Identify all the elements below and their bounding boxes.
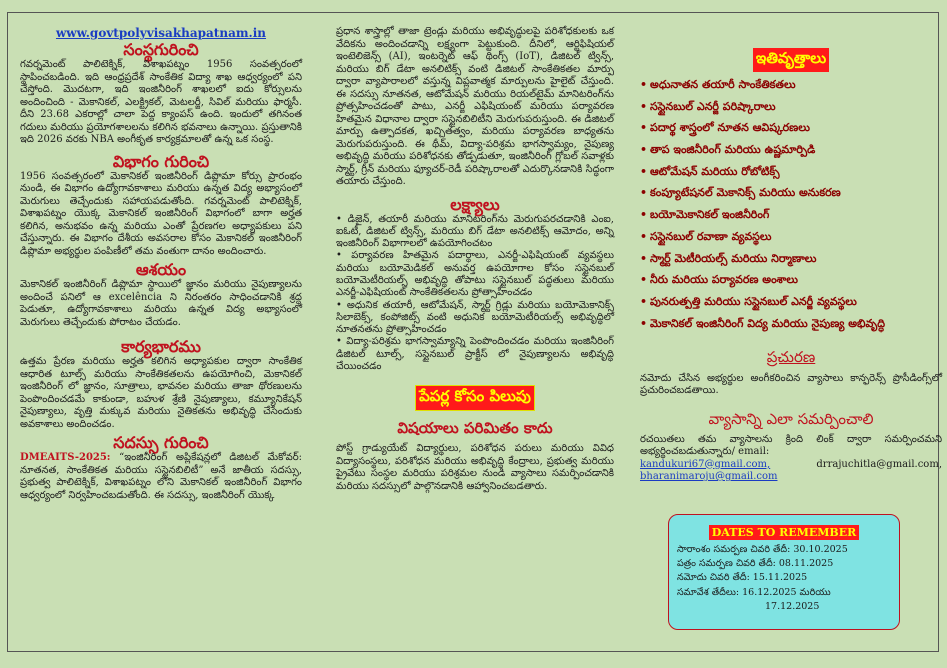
column-right (640, 48, 942, 484)
objective-item: • పర్యావరణ హితమైన పదార్థాలు, ఎనర్జీ-ఎఫిషియంట్ వ్యవస్థలు మరియు బయోమెడికల్ అనువర్త ఉపయోగాల కోసం సస్టైనబుల్ బయోమెటీరియల్స్ అభివృద్ధి తోపాటు సస్టైనబుల్ పద్ధతులు మరియు ఎనర్జీ-ఎఫిషియంట్ సాంకేతికతలను ప్రోత్సాహించడం (336, 250, 614, 299)
topic-item: • పదార్థ శాస్త్రంలో నూతన ఆవిష్కరణలు (640, 121, 810, 135)
email-link-3[interactable]: bharanimaroju@gmail.com (640, 471, 778, 483)
objectives-heading: లక్ష్యాలు (450, 194, 500, 214)
submission-text: రచయితలు తమ వ్యాసాలను క్రింది లింక్ ద్వారా సమర్పించమని అభ్యర్థించబడుతున్నారు/ email: (640, 433, 942, 458)
about-institute-heading: సంస్థగురించి (123, 40, 199, 59)
date-item: నమోదు చివరి తేదీ: 15.11.2025 (677, 572, 808, 584)
email-list (640, 459, 942, 484)
topic-item: • తాప ఇంజినీరింగ్ మరియు ఉష్ణమార్పిడి (640, 143, 816, 157)
date-item: సారాంశం సమర్పణ చివరి తేదీ: 30.10.2025 (677, 544, 848, 555)
topics-title: ఇతివృత్తాలు (753, 48, 829, 72)
topic-item: • సస్టైనబుల్ రవాణా వ్యవస్థలు (640, 229, 772, 243)
mission-text: ఉత్తమ ప్రేరణ మరియు అర్హత కలిగిన అధ్యాపకుల ద్వారా సాంకేతిక ఆధారిత టూల్స్ మరియు సాంకేతికతలను ఉపయోగించి, మెకానికల్ ఇంజినీరింగ్ లో జ్ఞానం, సూత్రాలు, భావనల మరియు తాజా థోరణులను పెంపొందించడమే కాకుండా, బహుళ శ్రేణి నైపుణ్యాలు, కమ్యూనికేషన్ నైపుణ్యాలు, వృత్తి మక్కువ మరియు నైతికతను అభివృద్ధి చేసేందుకు అవకాశాలు అందించడం. (20, 356, 302, 430)
submission-heading: వ్యాసాన్ని ఎలా సమర్పించాలి (708, 409, 874, 428)
important-dates-box (668, 514, 900, 630)
call-for-papers-text: పోస్ట్ గ్రాడ్యుయేట్ విద్యార్థులు, పరిశోధన పరులు మరియు వివిధ విద్యాసంస్థలు, పరిశోధన మరియు అభివృద్ధి కేంద్రాలు, ప్రభుత్వ మరియు ప్రైవేటు సంస్థల మరియు పరిశ్రమల నుండి వ్యాసాలు సమర్పించడానికి మరియు సదస్సులో పాల్గొనడానికి ఆహ్వానించబడతారు. (336, 443, 614, 492)
about-conference-heading: సదస్సు గురించి (113, 433, 209, 452)
date-item: సమావేశ తేదీలు: 16.12.2025 మరియు (677, 586, 831, 598)
objective-item: • డిజైన్, తయారీ మరియు మానిటరింగ్‌ను మెరుగుపరచడానికి ఎంఐ, ఐఓటీ, డిజిటల్ ట్విన్స్, మరియు బిగ్ డేటా అనలిటిక్స్ ఆమోదం, అన్ని ఇంజినీరింగ్ విభాగాలలో ఉపయోగించటం (336, 213, 614, 250)
email-link-1[interactable]: kandukuri67@gmail.com, (640, 458, 771, 470)
date-item: పత్రం సమర్పణ చివరి తేదీ: 08.11.2025 (677, 558, 834, 570)
about-conference-text (20, 452, 302, 502)
mission-heading: కార్యభారము (121, 337, 201, 356)
topic-item: • మెకానికల్ ఇంజినీరింగ్ విద్య మరియు నైపుణ్య అభివృద్ధి (640, 316, 885, 330)
publication-heading: ప్రచురణ (766, 347, 816, 366)
about-department-text: 1956 సంవత్సరంలో మెకానికల్ ఇంజినీరింగ్ డిప్లొమా కోర్సు ప్రారంభం నుండి, ఈ విభాగం ఉద్యోగావకాశాలు మరియు ఉన్నత విద్య అభ్యాసంలో మెరుగులు తెచ్చేందుకు సహాయపడుతోంది. గవర్నమెంట్ పాలిటెక్నిక్, విశాఖపట్నం యొక్క మెకానికల్ ఇంజినీరింగ్ విభాగంలో బాగా అర్హత కలిగిన, అనుభవం ఉన్న మరియు ఎంతో ప్రేరణగల అధ్యాపకులు పని చేస్తున్నారు. ఈ విభాగం దేశీయ అవసరాల కోసం మెకానికల్ ఇంజినీరింగ్ డిప్లొమా అభ్యర్థుల పంపిణీలో తమ వంతుగా దానం అందించారు. (20, 170, 302, 257)
topic-item: • బయోమెకానికల్ ఇంజినీరింగ్ (640, 208, 770, 222)
email-link-2[interactable]: drrajuchitla@gmail.com, (816, 458, 942, 470)
publication-text: నమోదు చేసిన అభ్యర్థుల అంగీకరించిన వ్యాసాలు కాన్ఫరెన్స్ ప్రొసీడింగ్స్‌లో ప్రచురించబడతాయి. (640, 372, 942, 397)
topic-item: • నీరు మరియు పర్యావరణ అంశాలు (640, 273, 798, 287)
topic-item: • కంప్యూటేషనల్ మెకానిక్స్ మరియు అనుకరణ (640, 186, 841, 200)
topic-item: • ఆటోమేషన్ మరియు రోబోటిక్స్ (640, 164, 780, 178)
topic-item: • సస్టైనబుల్ ఎనర్జీ పరిష్కారాలు (640, 99, 776, 113)
about-conference-body: “ఇంజినీరింగ్ అప్లికేషన్లలో డిజిటల్ మేకోవర్: నూతనత, సాంకేతికత మరియు సస్టైనబిలిటీ” అనే జాతీయ సదస్సు, ప్రభుత్వ పాలిటెక్నిక్, విశాఖపట్నం లోని మెకానికల్ ఇంజినీరింగ్ విభాగం ఆధ్వర్యంలో నిర్వహించబడుతోంది. ఈ సదస్సు, ఇంజినీరింగ్ యొక్క (20, 452, 302, 501)
dates-title: DATES TO REMEMBER (709, 525, 860, 540)
conference-code: DMEAITS-2025: (20, 452, 111, 463)
objectives-list (336, 214, 614, 374)
topic-item: • స్మార్ట్ మెటీరియల్స్ మరియు నిర్మాణాలు (640, 251, 817, 265)
conference-text-continued: ప్రధాన శాస్త్రాల్లో తాజా ట్రెండ్లు మరియు అభివృద్ధులపై పరిశోధకులకు ఒక వేదికను అందించడాన్ని లక్ష్యంగా పెట్టుకుంది. దీనిలో, ఆర్టిఫిషియల్ ఇంటెలిజెన్స్ (AI), ఇంటర్నెట్ ఆఫ్ థింగ్స్ (IoT), డిజిటల్ ట్విన్స్, మరియు బిగ్ డేటా అనలిటిక్స్ వంటి డిజిటల్ సాంకేతికతల మార్పు ద్వారా వ్యాపారాలలో వస్తున్న విప్లవాత్మక మార్పులను హైలైట్ చేస్తుంది. ఈ సదస్సు నూతనత, ఆటోమేషన్ మరియు రియల్‌టైమ్ మానిటరింగ్‌ను ప్రోత్సహించడంతో పాటు, ఎనర్జీ ఎఫిషియంట్ మరియు పర్యావరణ హితమైన విధానాల ద్వారా సస్టైనబిలిటీని మెరుగుపరుస్తుంది. ఈ డిజిటల్ మార్పు ఉత్పాదకత, ఖచ్చితత్వం, మరియు పర్యావరణ బాధ్యతను మెరుగుపరుస్తుంది. ఈ థీమ్, విద్యా-పరిశ్రమ భాగస్వామ్యం, నైపుణ్య అభివృద్ధి మరియు పరిశోధనకు తోడ్పడుతూ, ఇంజినీరింగ్ గ్లోబల్ సవాళ్లకు స్మార్ట్, గ్రీన్ మరియు ఫ్యూచర్-రెడీ పరిష్కారాలతో ఎదుర్కొనడానికి సిద్ధంగా తయారు చేస్తుంది. (336, 26, 614, 187)
objective-item: • విద్యా-పరిశ్రమ భాగస్వామ్యాన్ని పెంపొందించడం మరియు ఇంజినీరింగ్ డిజిటల్ టూల్స్, సస్టైనబుల్ ప్రాక్టీస్ లో నైపుణ్యాలను అభివృద్ధి చేయించడం (336, 336, 614, 373)
objective-item: • అధునిక తయారీ, ఆటోమేషన్, స్మార్ట్ గ్రిడ్లు మరియు బయోమెకానిక్స్ సిలాబెక్స్, కంపోజిట్స్ వంటి అధునిక బయోమెటీరియల్స్ అభివృద్ధిలో నూతనతను ప్రోత్సాహించడం (336, 299, 614, 336)
topics-list (640, 78, 942, 330)
website-link[interactable]: www.govtpolyvisakhapatnam.in (55, 26, 267, 40)
date-item: 17.12.2025 (765, 600, 820, 612)
column-left (20, 26, 302, 502)
about-institute-text: గవర్నమెంట్ పాలిటెక్నిక్, విశాఖపట్నం 1956 సంవత్సరంలో స్థాపించబడింది. ఇది ఆంధ్రప్రదేశ్ సాంకేతిక విద్యా శాఖ ఆధ్వర్యంలో పని చేస్తోంది. మొదటగా, ఇది ఇంజినీరింగ్ శాఖలలో ఐదు కోర్సులను అందించింది - మెకానికల్, ఎలక్ట్రికల్, మెటలర్జీ, సివిల్ మరియు ఫార్మసీ. దీని 23.68 ఎకరాల్లో చాలా పెద్ద క్యాంపస్ ఉంది. ఇందులో తగినంత గదులు మరియు ప్రయోగశాలలను కలిగిన భవనాలు ఉన్నాయి. ప్రస్తుతానికి ఇది 2026 వరకు NBA అంగీకృత కార్యక్రమాలతో ఉన్న ఒక సంస్థ. (20, 59, 302, 145)
topics-not-limited-heading: విషయాలు పరిమితం కాదు (397, 419, 553, 438)
vision-text: మెకానికల్ ఇంజినీరింగ్ డిప్లొమా స్థాయిలో జ్ఞానం మరియు నైపుణ్యాలను అందించే పనిలో ఆ excelência ని నిరంతరం సాధించడానికి శ్రద్ధ పెడుతూ, ఉద్యోగావకాశాలు మరియు ఉన్నత విద్య అభ్యాసంలో మెరుగులు తెచ్చేందుకు పోరాటం చేయడం. (20, 279, 302, 328)
topic-item: • పునరుత్పత్తి మరియు సస్టైనబుల్ ఎనర్జీ వ్యవస్థలు (640, 294, 857, 308)
dates-list (669, 543, 899, 614)
column-middle (336, 26, 614, 493)
vision-heading: ఆశయం (135, 260, 187, 279)
call-for-papers-title: పేపర్ల కోసం పిలుపు (415, 385, 535, 411)
topic-item: • అధునాతన తయారీ సాంకేతికతలు (640, 78, 796, 91)
about-department-heading: విభాగం గురించి (112, 151, 210, 171)
